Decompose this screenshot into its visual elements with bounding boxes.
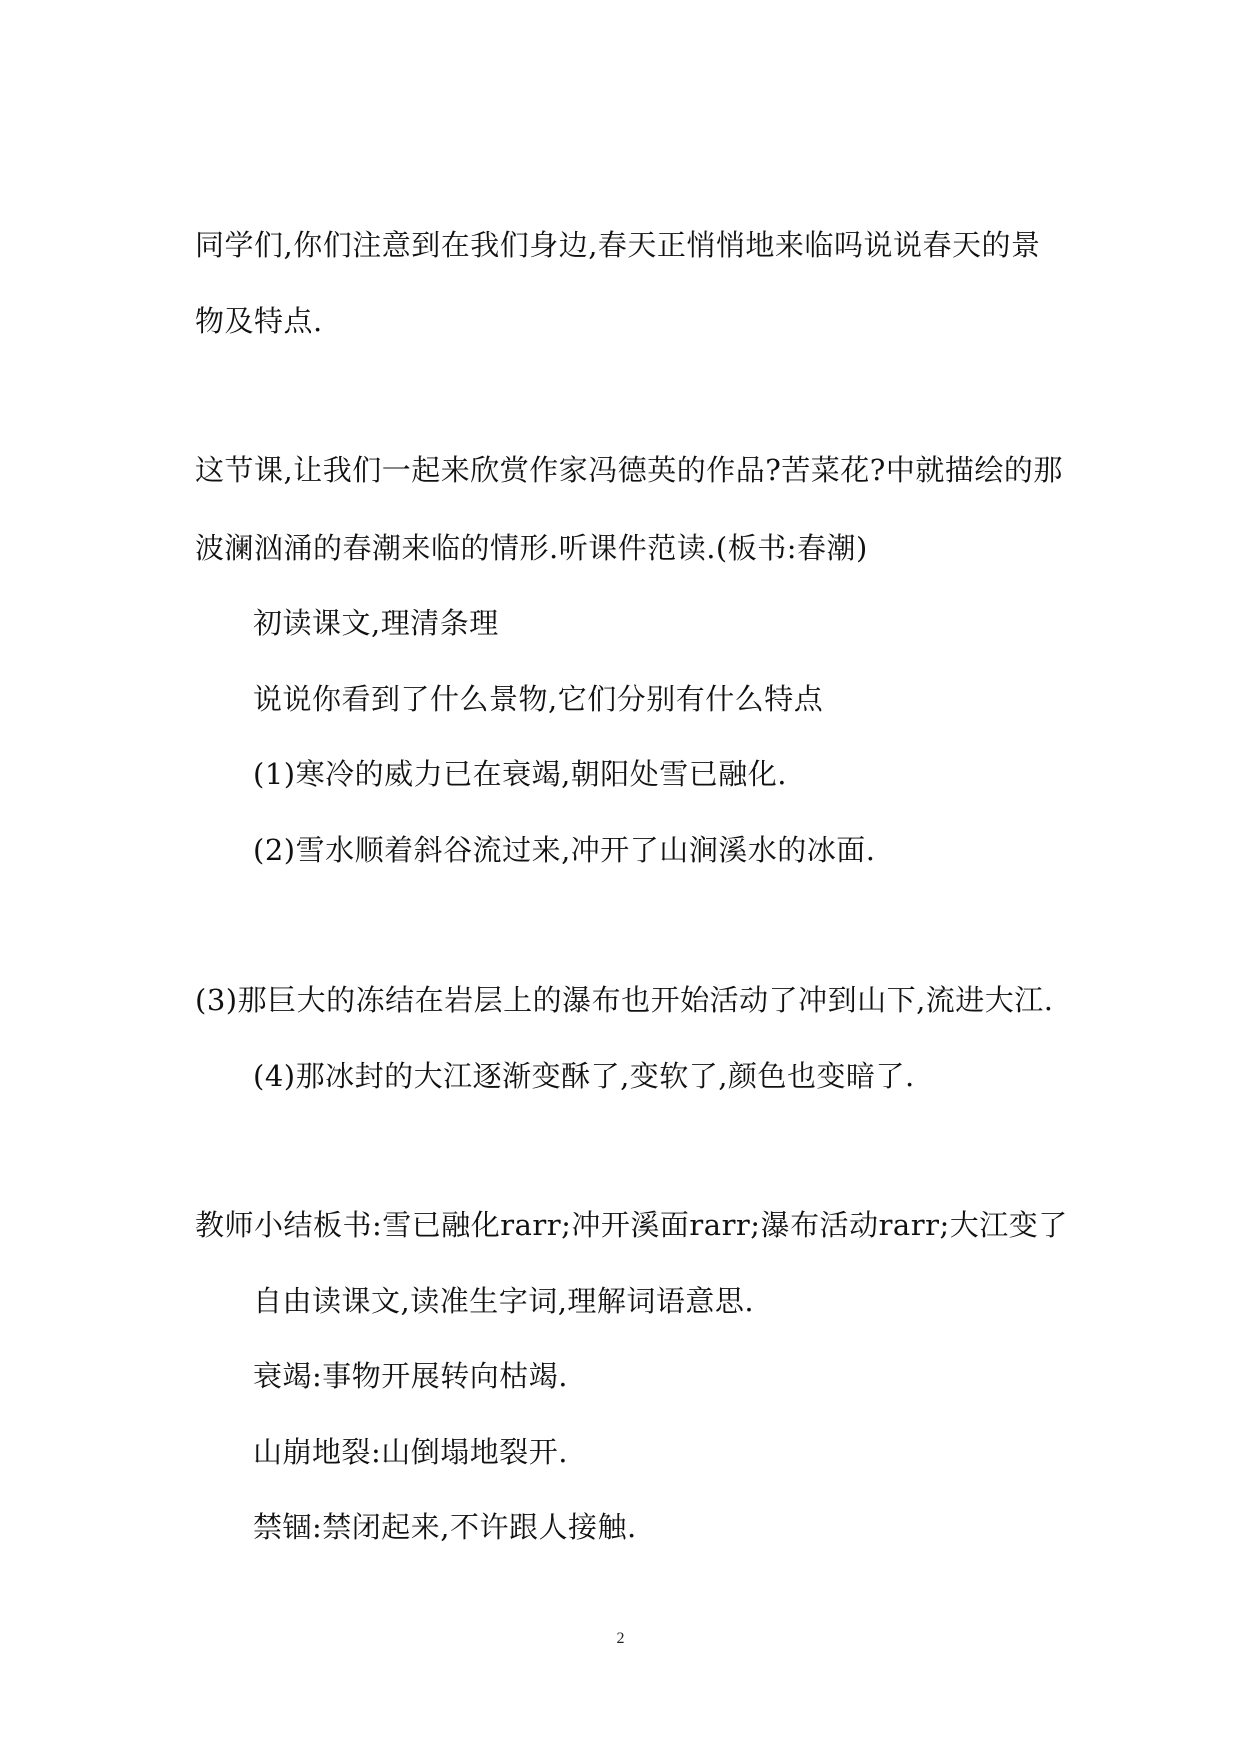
text-line: (3)那巨大的冻结在岩层上的瀑布也开始活动了冲到山下,流进大江. (195, 983, 1054, 1017)
text-line: 教师小结板书:雪已融化rarr;冲开溪面rarr;瀑布活动rarr;大江变了 (195, 1208, 1068, 1242)
text-line: (4)那冰封的大江逐渐变酥了,变软了,颜色也变暗了. (253, 1059, 915, 1093)
text-line: (2)雪水顺着斜谷流过来,冲开了山涧溪水的冰面. (253, 833, 876, 867)
text-line: 初读课文,理清条理 (253, 606, 499, 640)
text-line: 衰竭:事物开展转向枯竭. (253, 1359, 568, 1393)
text-line: 这节课,让我们一起来欣赏作家冯德英的作品?苦菜花?中就描绘的那 (195, 453, 1063, 487)
text-line: 物及特点. (195, 304, 323, 338)
page-number: 2 (616, 1630, 625, 1647)
text-line: (1)寒冷的威力已在衰竭,朝阳处雪已融化. (253, 757, 788, 791)
text-line: 波澜汹涌的春潮来临的情形.听课件范读.(板书:春潮) (195, 531, 868, 565)
text-line: 同学们,你们注意到在我们身边,春天正悄悄地来临吗说说春天的景 (195, 228, 1041, 262)
text-line: 禁锢:禁闭起来,不许跟人接触. (253, 1510, 637, 1544)
text-line: 自由读课文,读准生字词,理解词语意思. (253, 1284, 755, 1318)
text-line: 说说你看到了什么景物,它们分别有什么特点 (253, 682, 824, 716)
text-line: 山崩地裂:山倒塌地裂开. (253, 1435, 568, 1469)
